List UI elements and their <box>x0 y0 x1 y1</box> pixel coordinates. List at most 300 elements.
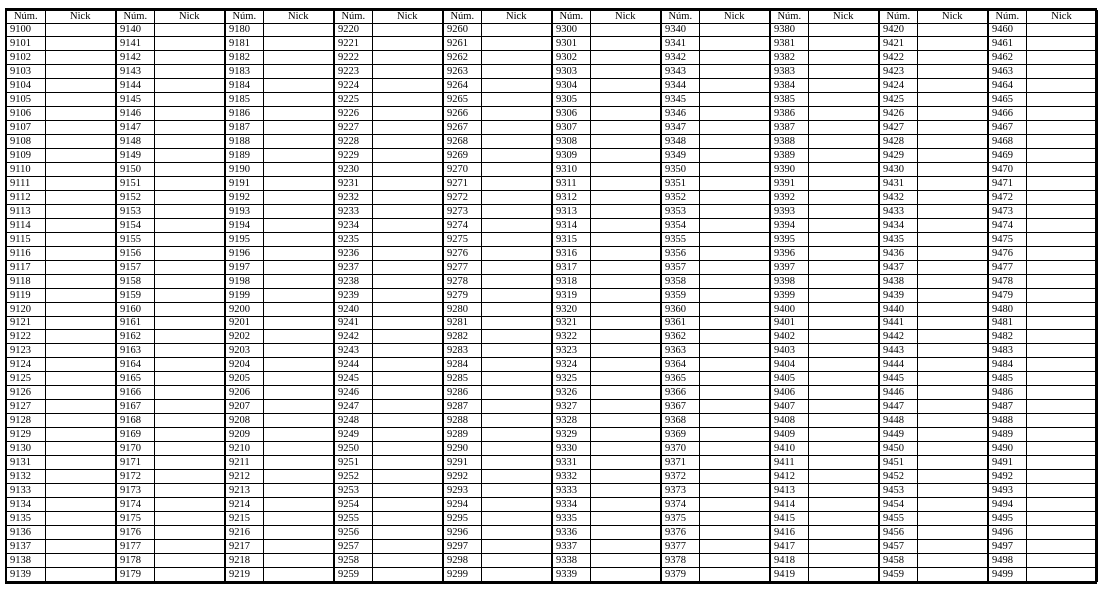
nick-cell[interactable] <box>481 358 552 372</box>
nick-cell[interactable] <box>481 260 552 274</box>
nick-cell[interactable] <box>699 400 770 414</box>
nick-cell[interactable] <box>699 553 770 567</box>
nick-cell[interactable] <box>917 274 988 288</box>
nick-cell[interactable] <box>808 414 879 428</box>
nick-cell[interactable] <box>263 218 334 232</box>
nick-cell[interactable] <box>154 204 225 218</box>
nick-cell[interactable] <box>263 246 334 260</box>
nick-cell[interactable] <box>917 511 988 525</box>
nick-cell[interactable] <box>263 121 334 135</box>
nick-cell[interactable] <box>1026 51 1097 65</box>
nick-cell[interactable] <box>154 23 225 37</box>
nick-cell[interactable] <box>372 190 443 204</box>
nick-cell[interactable] <box>1026 372 1097 386</box>
nick-cell[interactable] <box>1026 567 1097 581</box>
nick-cell[interactable] <box>917 330 988 344</box>
nick-cell[interactable] <box>917 525 988 539</box>
nick-cell[interactable] <box>263 176 334 190</box>
nick-cell[interactable] <box>808 525 879 539</box>
nick-cell[interactable] <box>699 218 770 232</box>
nick-cell[interactable] <box>263 190 334 204</box>
nick-cell[interactable] <box>808 302 879 316</box>
nick-cell[interactable] <box>372 204 443 218</box>
nick-cell[interactable] <box>45 302 116 316</box>
nick-cell[interactable] <box>372 553 443 567</box>
nick-cell[interactable] <box>263 470 334 484</box>
nick-cell[interactable] <box>590 23 661 37</box>
nick-cell[interactable] <box>590 567 661 581</box>
nick-cell[interactable] <box>154 218 225 232</box>
nick-cell[interactable] <box>45 330 116 344</box>
nick-cell[interactable] <box>263 204 334 218</box>
nick-cell[interactable] <box>699 539 770 553</box>
nick-cell[interactable] <box>1026 539 1097 553</box>
nick-cell[interactable] <box>917 176 988 190</box>
nick-cell[interactable] <box>590 470 661 484</box>
nick-cell[interactable] <box>154 372 225 386</box>
nick-cell[interactable] <box>481 274 552 288</box>
nick-cell[interactable] <box>372 149 443 163</box>
nick-cell[interactable] <box>263 567 334 581</box>
nick-cell[interactable] <box>372 288 443 302</box>
nick-cell[interactable] <box>372 23 443 37</box>
nick-cell[interactable] <box>699 176 770 190</box>
nick-cell[interactable] <box>699 51 770 65</box>
nick-cell[interactable] <box>808 246 879 260</box>
nick-cell[interactable] <box>808 218 879 232</box>
nick-cell[interactable] <box>45 553 116 567</box>
nick-cell[interactable] <box>372 567 443 581</box>
nick-cell[interactable] <box>1026 414 1097 428</box>
nick-cell[interactable] <box>154 288 225 302</box>
nick-cell[interactable] <box>917 37 988 51</box>
nick-cell[interactable] <box>372 358 443 372</box>
nick-cell[interactable] <box>590 344 661 358</box>
nick-cell[interactable] <box>45 344 116 358</box>
nick-cell[interactable] <box>372 51 443 65</box>
nick-cell[interactable] <box>699 386 770 400</box>
nick-cell[interactable] <box>590 553 661 567</box>
nick-cell[interactable] <box>590 316 661 330</box>
nick-cell[interactable] <box>808 288 879 302</box>
nick-cell[interactable] <box>808 107 879 121</box>
nick-cell[interactable] <box>917 302 988 316</box>
nick-cell[interactable] <box>45 456 116 470</box>
nick-cell[interactable] <box>45 539 116 553</box>
nick-cell[interactable] <box>1026 65 1097 79</box>
nick-cell[interactable] <box>1026 204 1097 218</box>
nick-cell[interactable] <box>699 274 770 288</box>
nick-cell[interactable] <box>372 260 443 274</box>
nick-cell[interactable] <box>481 149 552 163</box>
nick-cell[interactable] <box>917 316 988 330</box>
nick-cell[interactable] <box>263 400 334 414</box>
nick-cell[interactable] <box>372 302 443 316</box>
nick-cell[interactable] <box>1026 79 1097 93</box>
nick-cell[interactable] <box>481 218 552 232</box>
nick-cell[interactable] <box>808 121 879 135</box>
nick-cell[interactable] <box>590 107 661 121</box>
nick-cell[interactable] <box>372 274 443 288</box>
nick-cell[interactable] <box>917 246 988 260</box>
nick-cell[interactable] <box>481 23 552 37</box>
nick-cell[interactable] <box>154 358 225 372</box>
nick-cell[interactable] <box>372 470 443 484</box>
nick-cell[interactable] <box>699 456 770 470</box>
nick-cell[interactable] <box>917 121 988 135</box>
nick-cell[interactable] <box>263 525 334 539</box>
nick-cell[interactable] <box>481 37 552 51</box>
nick-cell[interactable] <box>917 470 988 484</box>
nick-cell[interactable] <box>808 386 879 400</box>
nick-cell[interactable] <box>154 497 225 511</box>
nick-cell[interactable] <box>481 93 552 107</box>
nick-cell[interactable] <box>590 260 661 274</box>
nick-cell[interactable] <box>1026 93 1097 107</box>
nick-cell[interactable] <box>154 149 225 163</box>
nick-cell[interactable] <box>45 497 116 511</box>
nick-cell[interactable] <box>154 51 225 65</box>
nick-cell[interactable] <box>263 163 334 177</box>
nick-cell[interactable] <box>808 79 879 93</box>
nick-cell[interactable] <box>590 386 661 400</box>
nick-cell[interactable] <box>1026 288 1097 302</box>
nick-cell[interactable] <box>372 232 443 246</box>
nick-cell[interactable] <box>808 567 879 581</box>
nick-cell[interactable] <box>263 274 334 288</box>
nick-cell[interactable] <box>808 93 879 107</box>
nick-cell[interactable] <box>590 204 661 218</box>
nick-cell[interactable] <box>481 176 552 190</box>
nick-cell[interactable] <box>372 497 443 511</box>
nick-cell[interactable] <box>481 51 552 65</box>
nick-cell[interactable] <box>372 246 443 260</box>
nick-cell[interactable] <box>372 456 443 470</box>
nick-cell[interactable] <box>154 470 225 484</box>
nick-cell[interactable] <box>154 260 225 274</box>
nick-cell[interactable] <box>154 79 225 93</box>
nick-cell[interactable] <box>263 149 334 163</box>
nick-cell[interactable] <box>372 65 443 79</box>
nick-cell[interactable] <box>45 149 116 163</box>
nick-cell[interactable] <box>808 400 879 414</box>
nick-cell[interactable] <box>263 539 334 553</box>
nick-cell[interactable] <box>917 93 988 107</box>
nick-cell[interactable] <box>917 358 988 372</box>
nick-cell[interactable] <box>45 121 116 135</box>
nick-cell[interactable] <box>372 386 443 400</box>
nick-cell[interactable] <box>699 93 770 107</box>
nick-cell[interactable] <box>481 204 552 218</box>
nick-cell[interactable] <box>263 497 334 511</box>
nick-cell[interactable] <box>917 79 988 93</box>
nick-cell[interactable] <box>45 470 116 484</box>
nick-cell[interactable] <box>699 107 770 121</box>
nick-cell[interactable] <box>699 204 770 218</box>
nick-cell[interactable] <box>263 386 334 400</box>
nick-cell[interactable] <box>699 121 770 135</box>
nick-cell[interactable] <box>1026 400 1097 414</box>
nick-cell[interactable] <box>263 456 334 470</box>
nick-cell[interactable] <box>45 316 116 330</box>
nick-cell[interactable] <box>590 372 661 386</box>
nick-cell[interactable] <box>590 288 661 302</box>
nick-cell[interactable] <box>45 511 116 525</box>
nick-cell[interactable] <box>1026 274 1097 288</box>
nick-cell[interactable] <box>699 442 770 456</box>
nick-cell[interactable] <box>590 232 661 246</box>
nick-cell[interactable] <box>481 330 552 344</box>
nick-cell[interactable] <box>917 190 988 204</box>
nick-cell[interactable] <box>1026 386 1097 400</box>
nick-cell[interactable] <box>917 567 988 581</box>
nick-cell[interactable] <box>45 190 116 204</box>
nick-cell[interactable] <box>917 260 988 274</box>
nick-cell[interactable] <box>154 539 225 553</box>
nick-cell[interactable] <box>590 302 661 316</box>
nick-cell[interactable] <box>481 246 552 260</box>
nick-cell[interactable] <box>699 470 770 484</box>
nick-cell[interactable] <box>808 135 879 149</box>
nick-cell[interactable] <box>590 511 661 525</box>
nick-cell[interactable] <box>1026 442 1097 456</box>
nick-cell[interactable] <box>263 553 334 567</box>
nick-cell[interactable] <box>481 163 552 177</box>
nick-cell[interactable] <box>590 176 661 190</box>
nick-cell[interactable] <box>481 232 552 246</box>
nick-cell[interactable] <box>45 428 116 442</box>
nick-cell[interactable] <box>481 442 552 456</box>
nick-cell[interactable] <box>917 135 988 149</box>
nick-cell[interactable] <box>808 330 879 344</box>
nick-cell[interactable] <box>481 414 552 428</box>
nick-cell[interactable] <box>590 274 661 288</box>
nick-cell[interactable] <box>590 79 661 93</box>
nick-cell[interactable] <box>372 163 443 177</box>
nick-cell[interactable] <box>1026 497 1097 511</box>
nick-cell[interactable] <box>154 274 225 288</box>
nick-cell[interactable] <box>45 79 116 93</box>
nick-cell[interactable] <box>699 358 770 372</box>
nick-cell[interactable] <box>1026 176 1097 190</box>
nick-cell[interactable] <box>481 567 552 581</box>
nick-cell[interactable] <box>481 79 552 93</box>
nick-cell[interactable] <box>263 302 334 316</box>
nick-cell[interactable] <box>808 204 879 218</box>
nick-cell[interactable] <box>263 316 334 330</box>
nick-cell[interactable] <box>917 163 988 177</box>
nick-cell[interactable] <box>481 316 552 330</box>
nick-cell[interactable] <box>481 302 552 316</box>
nick-cell[interactable] <box>808 553 879 567</box>
nick-cell[interactable] <box>808 344 879 358</box>
nick-cell[interactable] <box>372 483 443 497</box>
nick-cell[interactable] <box>917 65 988 79</box>
nick-cell[interactable] <box>45 176 116 190</box>
nick-cell[interactable] <box>590 428 661 442</box>
nick-cell[interactable] <box>917 288 988 302</box>
nick-cell[interactable] <box>1026 23 1097 37</box>
nick-cell[interactable] <box>808 51 879 65</box>
nick-cell[interactable] <box>1026 149 1097 163</box>
nick-cell[interactable] <box>808 511 879 525</box>
nick-cell[interactable] <box>45 414 116 428</box>
nick-cell[interactable] <box>263 107 334 121</box>
nick-cell[interactable] <box>372 539 443 553</box>
nick-cell[interactable] <box>1026 344 1097 358</box>
nick-cell[interactable] <box>263 414 334 428</box>
nick-cell[interactable] <box>590 400 661 414</box>
nick-cell[interactable] <box>808 37 879 51</box>
nick-cell[interactable] <box>1026 135 1097 149</box>
nick-cell[interactable] <box>45 23 116 37</box>
nick-cell[interactable] <box>590 456 661 470</box>
nick-cell[interactable] <box>590 414 661 428</box>
nick-cell[interactable] <box>590 246 661 260</box>
nick-cell[interactable] <box>699 288 770 302</box>
nick-cell[interactable] <box>808 497 879 511</box>
nick-cell[interactable] <box>808 456 879 470</box>
nick-cell[interactable] <box>699 567 770 581</box>
nick-cell[interactable] <box>699 372 770 386</box>
nick-cell[interactable] <box>263 232 334 246</box>
nick-cell[interactable] <box>917 428 988 442</box>
nick-cell[interactable] <box>808 442 879 456</box>
nick-cell[interactable] <box>154 163 225 177</box>
nick-cell[interactable] <box>917 442 988 456</box>
nick-cell[interactable] <box>45 37 116 51</box>
nick-cell[interactable] <box>154 386 225 400</box>
nick-cell[interactable] <box>1026 163 1097 177</box>
nick-cell[interactable] <box>372 316 443 330</box>
nick-cell[interactable] <box>917 400 988 414</box>
nick-cell[interactable] <box>1026 511 1097 525</box>
nick-cell[interactable] <box>263 288 334 302</box>
nick-cell[interactable] <box>917 232 988 246</box>
nick-cell[interactable] <box>154 135 225 149</box>
nick-cell[interactable] <box>590 358 661 372</box>
nick-cell[interactable] <box>263 442 334 456</box>
nick-cell[interactable] <box>154 553 225 567</box>
nick-cell[interactable] <box>372 121 443 135</box>
nick-cell[interactable] <box>699 23 770 37</box>
nick-cell[interactable] <box>1026 316 1097 330</box>
nick-cell[interactable] <box>45 372 116 386</box>
nick-cell[interactable] <box>1026 37 1097 51</box>
nick-cell[interactable] <box>917 218 988 232</box>
nick-cell[interactable] <box>154 65 225 79</box>
nick-cell[interactable] <box>263 511 334 525</box>
nick-cell[interactable] <box>917 23 988 37</box>
nick-cell[interactable] <box>481 539 552 553</box>
nick-cell[interactable] <box>699 135 770 149</box>
nick-cell[interactable] <box>154 37 225 51</box>
nick-cell[interactable] <box>154 302 225 316</box>
nick-cell[interactable] <box>154 107 225 121</box>
nick-cell[interactable] <box>372 79 443 93</box>
nick-cell[interactable] <box>808 316 879 330</box>
nick-cell[interactable] <box>481 121 552 135</box>
nick-cell[interactable] <box>372 414 443 428</box>
nick-cell[interactable] <box>699 79 770 93</box>
nick-cell[interactable] <box>45 288 116 302</box>
nick-cell[interactable] <box>372 428 443 442</box>
nick-cell[interactable] <box>481 107 552 121</box>
nick-cell[interactable] <box>699 260 770 274</box>
nick-cell[interactable] <box>263 260 334 274</box>
nick-cell[interactable] <box>372 372 443 386</box>
nick-cell[interactable] <box>45 232 116 246</box>
nick-cell[interactable] <box>154 525 225 539</box>
nick-cell[interactable] <box>45 274 116 288</box>
nick-cell[interactable] <box>1026 302 1097 316</box>
nick-cell[interactable] <box>154 567 225 581</box>
nick-cell[interactable] <box>699 232 770 246</box>
nick-cell[interactable] <box>154 330 225 344</box>
nick-cell[interactable] <box>1026 330 1097 344</box>
nick-cell[interactable] <box>590 37 661 51</box>
nick-cell[interactable] <box>154 511 225 525</box>
nick-cell[interactable] <box>808 23 879 37</box>
nick-cell[interactable] <box>481 511 552 525</box>
nick-cell[interactable] <box>481 400 552 414</box>
nick-cell[interactable] <box>699 316 770 330</box>
nick-cell[interactable] <box>154 121 225 135</box>
nick-cell[interactable] <box>699 190 770 204</box>
nick-cell[interactable] <box>699 344 770 358</box>
nick-cell[interactable] <box>808 358 879 372</box>
nick-cell[interactable] <box>45 386 116 400</box>
nick-cell[interactable] <box>372 107 443 121</box>
nick-cell[interactable] <box>263 372 334 386</box>
nick-cell[interactable] <box>263 37 334 51</box>
nick-cell[interactable] <box>1026 107 1097 121</box>
nick-cell[interactable] <box>808 176 879 190</box>
nick-cell[interactable] <box>45 567 116 581</box>
nick-cell[interactable] <box>481 470 552 484</box>
nick-cell[interactable] <box>590 163 661 177</box>
nick-cell[interactable] <box>590 65 661 79</box>
nick-cell[interactable] <box>372 400 443 414</box>
nick-cell[interactable] <box>590 483 661 497</box>
nick-cell[interactable] <box>1026 483 1097 497</box>
nick-cell[interactable] <box>699 525 770 539</box>
nick-cell[interactable] <box>917 483 988 497</box>
nick-cell[interactable] <box>917 149 988 163</box>
nick-cell[interactable] <box>917 204 988 218</box>
nick-cell[interactable] <box>45 107 116 121</box>
nick-cell[interactable] <box>263 428 334 442</box>
nick-cell[interactable] <box>45 218 116 232</box>
nick-cell[interactable] <box>263 65 334 79</box>
nick-cell[interactable] <box>481 288 552 302</box>
nick-cell[interactable] <box>481 456 552 470</box>
nick-cell[interactable] <box>917 51 988 65</box>
nick-cell[interactable] <box>45 246 116 260</box>
nick-cell[interactable] <box>45 483 116 497</box>
nick-cell[interactable] <box>481 553 552 567</box>
nick-cell[interactable] <box>372 37 443 51</box>
nick-cell[interactable] <box>917 107 988 121</box>
nick-cell[interactable] <box>590 135 661 149</box>
nick-cell[interactable] <box>917 386 988 400</box>
nick-cell[interactable] <box>590 149 661 163</box>
nick-cell[interactable] <box>699 414 770 428</box>
nick-cell[interactable] <box>1026 190 1097 204</box>
nick-cell[interactable] <box>808 470 879 484</box>
nick-cell[interactable] <box>45 51 116 65</box>
nick-cell[interactable] <box>917 372 988 386</box>
